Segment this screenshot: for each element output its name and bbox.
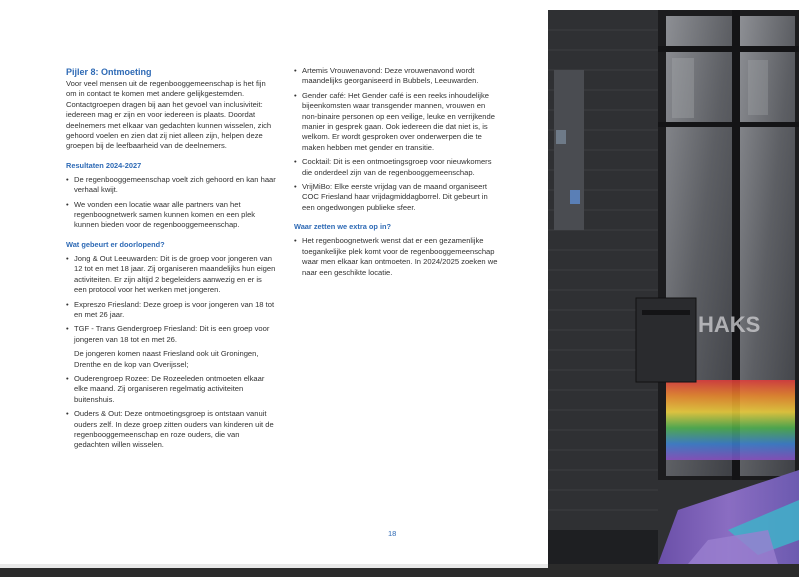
list-item: • We vonden een locatie waar alle partners van het regenboognetwerk samen kunnen komen en een plek kunnen bieden voor de regenbooggemeenschap. — [66, 200, 276, 231]
section-title: Pijler 8: Ontmoeting — [66, 67, 152, 77]
list-item: • Cocktail: Dit is een ontmoetingsgroep voor nieuwkomers die onderdeel zijn van de regenbooggemeenschap. — [294, 157, 500, 178]
list-item: • TGF - Trans Gendergroep Friesland: Dit is een groep voor jongeren van 18 tot en met 26. — [66, 324, 276, 345]
window-lettering: HAKS — [698, 312, 761, 337]
list-item: • De regenbooggemeenschap voelt zich gehoord en kan haar verhaal kwijt. — [66, 175, 276, 196]
middle-column — [294, 66, 500, 282]
list-note: De jongeren komen naast Friesland ook uit Groningen, Drenthe en de kop van Overijssel; — [74, 349, 259, 369]
results-list — [66, 175, 276, 231]
page-top-edge — [0, 0, 548, 10]
left-column — [66, 66, 276, 455]
side-window — [554, 70, 584, 230]
extra-list — [294, 236, 500, 278]
extra-heading: Waar zetten we extra op in? — [294, 222, 392, 232]
groups-list — [294, 66, 500, 213]
facade-photo — [548, 10, 799, 564]
list-item: • Ouderengroep Rozee: De Rozeeleden ontmoeten elkaar elke maand. Zij organiseren regelmatig activiteiten buitenshuis. — [66, 374, 276, 405]
list-item: • VrijMiBo: Elke eerste vrijdag van de maand organiseert COC Friesland haar vrijdagmiddagborrel. Dit gebeurt in een ongedwongen publieke sfeer. — [294, 182, 500, 213]
list-item: • Expreszo Friesland: Deze groep is voor jongeren van 18 tot en met 26 jaar. — [66, 300, 276, 321]
ongoing-list — [66, 254, 276, 451]
list-item: • Jong & Out Leeuwarden: Dit is de groep voor jongeren van 12 tot en met 18 jaar. Zij organiseren maandelijks hun eigen activiteiten. Er zijn altijd 2 begeleiders aanwezig en er is een protocol voor het werken met jongeren. — [66, 254, 276, 296]
rainbow-reflection — [666, 380, 795, 460]
page-number: 18 — [388, 529, 397, 538]
list-item: • Ouders & Out: Deze ontmoetingsgroep is ontstaan vanuit ouders zelf. In deze groep zitten ouders van kinderen uit de regenbooggemeenschap en roze ouders, die van gedachten willen wisselen. — [66, 409, 276, 451]
ongoing-heading: Wat gebeurt er doorlopend? — [66, 239, 165, 249]
list-item: • Het regenboognetwerk wenst dat er een gezamenlijke toegankelijke plek komt voor de regenbooggemeenschap waar men elkaar kan ontmoeten. In 2024/2025 zoeken we naar een geschikte locatie. — [294, 236, 500, 278]
results-heading: Resultaten 2024-2027 — [66, 160, 142, 170]
intro-paragraph: Voor veel mensen uit de regenbooggemeenschap is het fijn om in contact te komen met andere gelijkgestemden. Contactgroepen dragen bij aan het gevoel van inclusiviteit: iedereen mag er zijn en voor iedereen is plaats. Doordat deelnemers met elkaar van gedachten kunnen wisselen, zich gehoord voelen en zien dat zij niet alleen zijn, helpen deze groepen bij de leefbaarheid van de deelnemers. — [66, 79, 272, 151]
list-item: • Gender café: Het Gender café is een reeks inhoudelijke bijeenkomsten waar transgender mannen, vrouwen en non-binaire personen op een veilige, leuke en verrijkende manier in gesprek gaan. Ook iedereen die dat niet is, is welkom. Er wordt gesproken over onderwerpen die te maken hebben met gender en transitie. — [294, 91, 500, 153]
page-bottom-edge — [0, 564, 799, 577]
facade-illustration — [548, 10, 799, 564]
list-item: • Artemis Vrouwenavond: Deze vrouwenavond wordt maandelijks georganiseerd in Bubbels, Leeuwarden. — [294, 66, 500, 87]
